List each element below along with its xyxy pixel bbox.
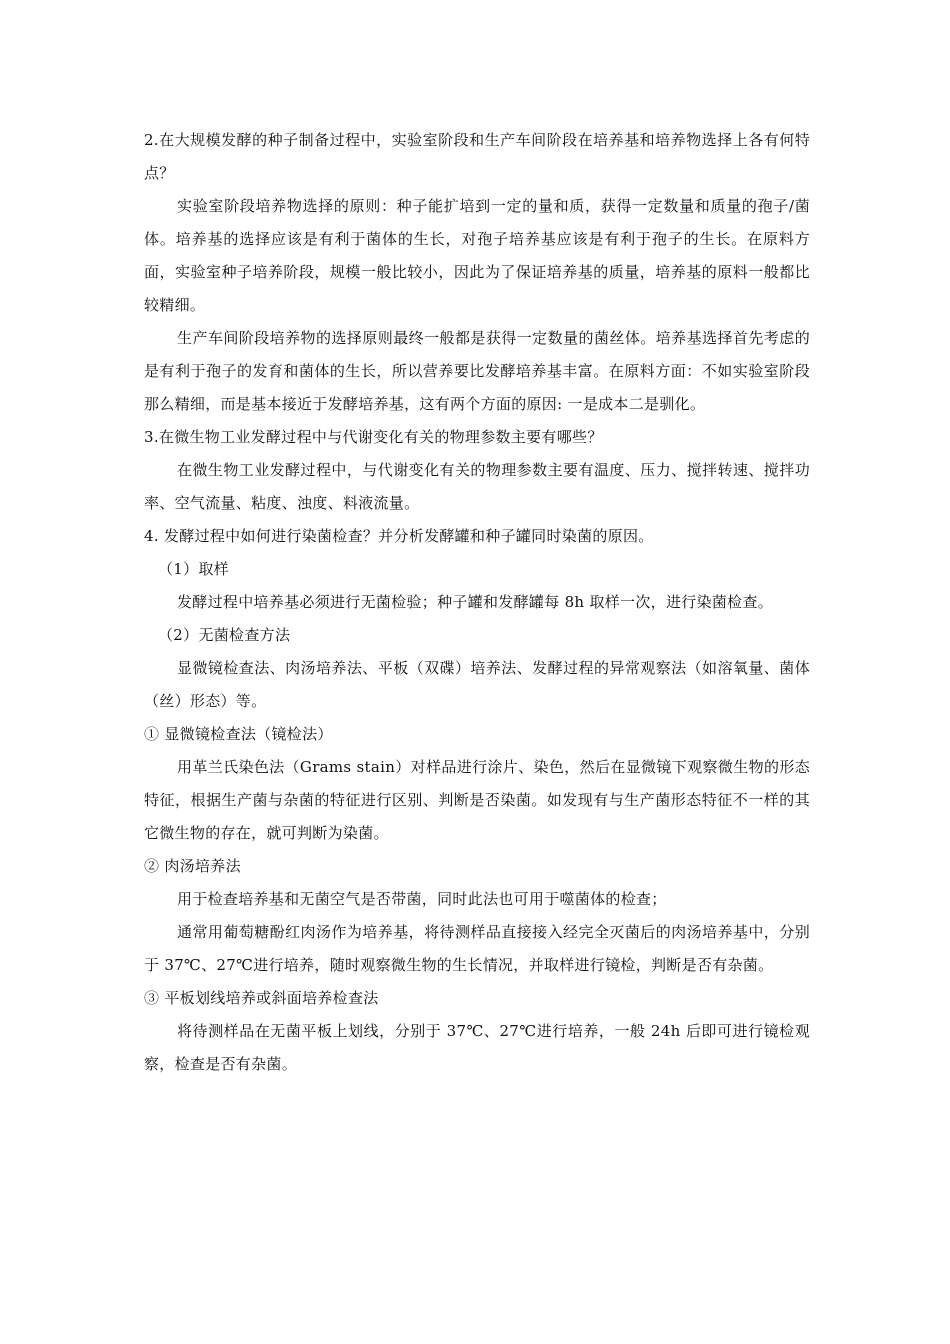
question-4: 4. 发酵过程中如何进行染菌检查？并分析发酵罐和种子罐同时染菌的原因。 bbox=[144, 527, 654, 545]
question-2: 2.在大规模发酵的种子制备过程中，实验室阶段和生产车间阶段在培养基和培养物选择上各有何特点？ bbox=[144, 131, 810, 182]
section-methods-text: 显微镜检查法、肉汤培养法、平板（双碟）培养法、发酵过程的异常观察法（如溶氧量、菌体（丝）形态）等。 bbox=[144, 659, 810, 710]
paragraph-q2-workshop: 生产车间阶段培养物的选择原则最终一般都是获得一定数量的菌丝体。培养基选择首先考虑的是有利于孢子的发育和菌体的生长，所以营养要比发酵培养基丰富。在原料方面：不如实验室阶段那么精细，而是基本接近于发酵培养基，这有两个方面的原因: 一是成本二是驯化。 bbox=[144, 329, 810, 413]
method-plate-text: 将待测样品在无菌平板上划线，分别于 37℃、27℃进行培养，一般 24h 后即可进行镜检观察，检查是否有杂菌。 bbox=[144, 1022, 810, 1073]
method-broth-text-2: 通常用葡萄糖酚红肉汤作为培养基，将待测样品直接接入经完全灭菌后的肉汤培养基中，分别于 37℃、27℃进行培养，随时观察微生物的生长情况，并取样进行镜检，判断是否有杂菌。 bbox=[144, 923, 810, 974]
question-3: 3.在微生物工业发酵过程中与代谢变化有关的物理参数主要有哪些？ bbox=[144, 428, 603, 446]
document-page bbox=[144, 124, 810, 1081]
method-broth-title: ② 肉汤培养法 bbox=[144, 857, 241, 875]
section-sampling-text: 发酵过程中培养基必须进行无菌检验；种子罐和发酵罐每 8h 取样一次，进行染菌检查。 bbox=[177, 593, 774, 611]
method-broth-text-1: 用于检查培养基和无菌空气是否带菌，同时此法也可用于噬菌体的检查； bbox=[177, 890, 667, 908]
method-plate-title: ③ 平板划线培养或斜面培养检查法 bbox=[144, 989, 379, 1007]
paragraph-q2-lab: 实验室阶段培养物选择的原则：种子能扩培到一定的量和质，获得一定数量和质量的孢子/菌体。培养基的选择应该是有利于菌体的生长，对孢子培养基应该是有利于孢子的生长。在原料方面，实验室种子培养阶段，规模一般比较小，因此为了保证培养基的质量，培养基的原料一般都比较精细。 bbox=[144, 197, 810, 314]
section-methods-title: （2）无菌检查方法 bbox=[158, 626, 291, 644]
method-microscope-title: ① 显微镜检查法（镜检法） bbox=[144, 725, 333, 743]
method-microscope-text: 用革兰氏染色法（Grams stain）对样品进行涂片、染色，然后在显微镜下观察微生物的形态特征，根据生产菌与杂菌的特征进行区别、判断是否染菌。如发现有与生产菌形态特征不一样的其它微生物的存在，就可判断为染菌。 bbox=[144, 758, 810, 842]
section-sampling-title: （1）取样 bbox=[158, 560, 230, 578]
paragraph-q3-answer: 在微生物工业发酵过程中，与代谢变化有关的物理参数主要有温度、压力、搅拌转速、搅拌功率、空气流量、粘度、浊度、料液流量。 bbox=[144, 461, 810, 512]
